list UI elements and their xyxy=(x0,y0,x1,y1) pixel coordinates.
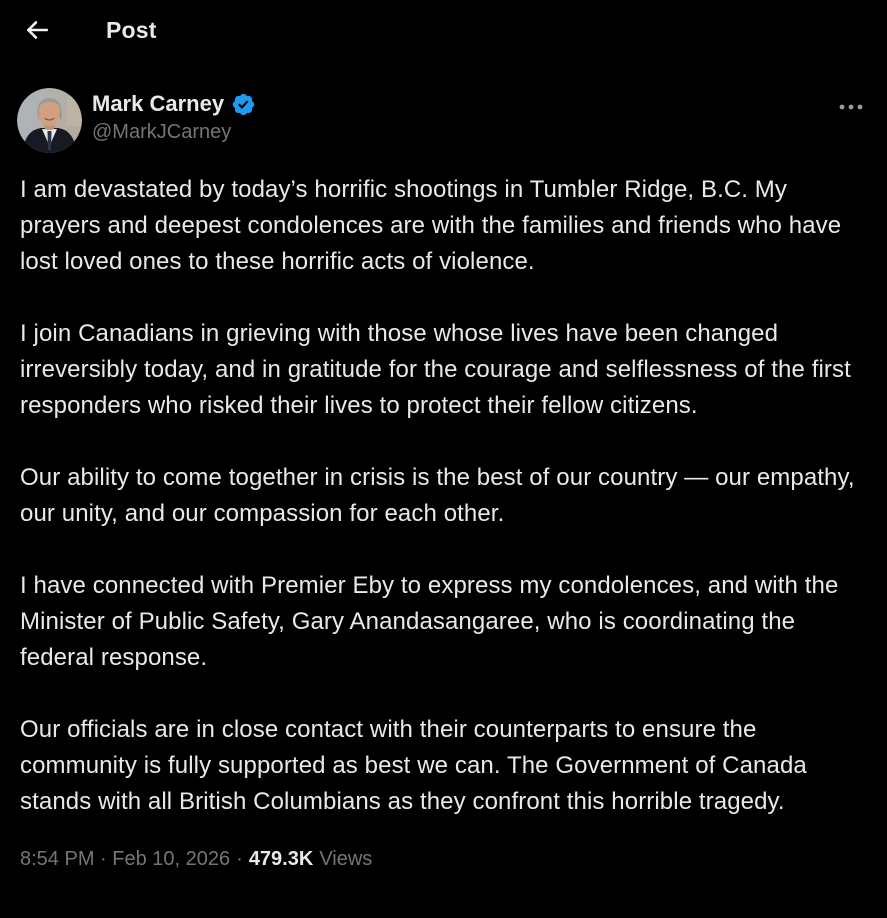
back-arrow-icon xyxy=(24,17,50,43)
user-handle[interactable]: @MarkJCarney xyxy=(92,121,232,143)
avatar[interactable] xyxy=(17,88,82,153)
user-name-link[interactable] xyxy=(92,91,256,117)
top-bar xyxy=(0,0,887,60)
post-paragraph: Our officials are in close contact with their counterparts to ensure the community is fully supported as best we can. The Government of Canada stands with all British Columbians as they confront this horrible tragedy. xyxy=(20,716,807,815)
post-text xyxy=(20,172,866,820)
back-button[interactable] xyxy=(24,17,50,43)
post-paragraph: I have connected with Premier Eby to express my condolences, and with the Minister of Public Safety, Gary Anandasangaree, who is coordinating the federal response. xyxy=(20,572,839,671)
post-paragraph: I join Canadians in grieving with those whose lives have been changed irreversibly today, and in gratitude for the courage and selflessness of the first responders who risked their lives to protect their fellow citizens. xyxy=(20,320,851,419)
page-title: Post xyxy=(106,16,157,43)
more-options-button[interactable] xyxy=(835,96,867,119)
post-article xyxy=(0,88,887,871)
user-display-name: Mark Carney xyxy=(92,91,225,116)
post-paragraph: Our ability to come together in crisis is the best of our country — our empathy, our unity, and our compassion for each other. xyxy=(20,464,855,527)
post-timestamp: 8:54 PM · Feb 10, 2026 xyxy=(20,848,231,870)
avatar-image xyxy=(17,88,82,153)
more-ellipsis-icon xyxy=(839,102,863,112)
post-paragraph: I am devastated by today’s horrific shootings in Tumbler Ridge, B.C. My prayers and deepest condolences are with the families and friends who have lost loved ones to these horrific acts of violence. xyxy=(20,176,842,275)
verified-badge-icon xyxy=(231,92,256,117)
user-row xyxy=(17,88,867,153)
meta-separator: · xyxy=(236,848,243,870)
user-info xyxy=(92,91,256,144)
views-label: Views xyxy=(319,848,373,870)
views-count: 479.3K xyxy=(248,848,314,870)
post-meta xyxy=(20,848,867,871)
